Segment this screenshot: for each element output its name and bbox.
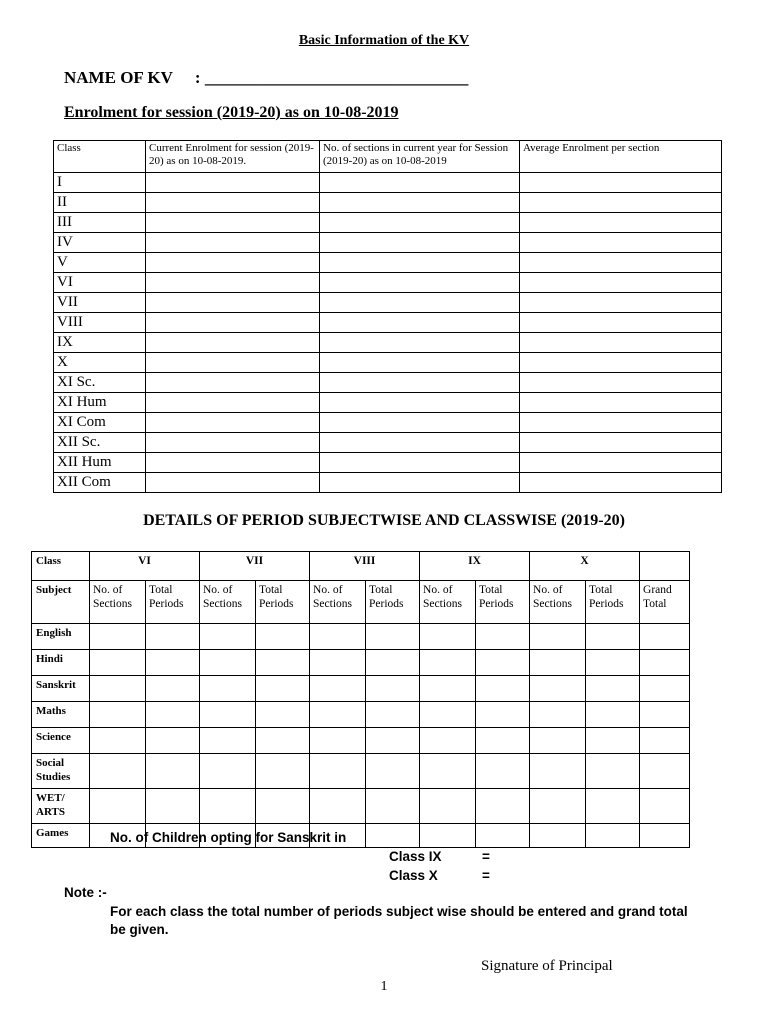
period-entry-cell[interactable] — [420, 728, 476, 754]
enrolment-table — [53, 140, 722, 493]
period-entry-cell[interactable] — [310, 754, 366, 789]
enrolment-row — [54, 433, 722, 453]
enrolment-header-sections: No. of sections in current year for Session (2019-20) as on 10-08-2019 — [320, 141, 520, 173]
period-entry-cell[interactable] — [476, 702, 530, 728]
note-label: Note :- — [64, 885, 107, 900]
col-sections-viii: No. of Sections — [310, 581, 366, 624]
period-entry-cell[interactable] — [90, 789, 146, 824]
period-entry-cell[interactable] — [146, 650, 200, 676]
enrolment-row — [54, 253, 722, 273]
enrolment-current-cell[interactable] — [146, 273, 320, 293]
period-entry-cell[interactable] — [146, 624, 200, 650]
period-entry-cell[interactable] — [256, 728, 310, 754]
period-subject-row — [32, 754, 690, 789]
period-entry-cell[interactable] — [530, 702, 586, 728]
period-entry-cell[interactable] — [530, 789, 586, 824]
name-of-kv-label: NAME OF KV — [64, 68, 173, 87]
enrolment-header-current: Current Enrolment for session (2019-20) as on 10-08-2019. — [146, 141, 320, 173]
enrolment-sections-cell[interactable] — [320, 293, 520, 313]
enrolment-average-cell[interactable] — [520, 473, 722, 493]
enrolment-class-cell: I — [54, 173, 146, 193]
document-title: Basic Information of the KV — [298, 33, 470, 48]
enrolment-sections-cell[interactable] — [320, 253, 520, 273]
name-of-kv-separator: : — [194, 68, 201, 87]
period-subject-row — [32, 624, 690, 650]
enrolment-row — [54, 393, 722, 413]
period-entry-cell[interactable] — [310, 789, 366, 824]
enrolment-row — [54, 213, 722, 233]
period-entry-cell[interactable] — [90, 676, 146, 702]
period-entry-cell[interactable] — [420, 702, 476, 728]
enrolment-sections-cell[interactable] — [320, 393, 520, 413]
name-of-kv-blank[interactable]: _______________________________ — [204, 68, 469, 87]
enrolment-current-cell[interactable] — [146, 173, 320, 193]
period-entry-cell[interactable] — [586, 754, 640, 789]
period-entry-cell[interactable] — [256, 676, 310, 702]
period-entry-cell[interactable] — [200, 728, 256, 754]
enrolment-class-cell: XI Sc. — [54, 373, 146, 393]
enrolment-row — [54, 473, 722, 493]
period-entry-cell[interactable] — [586, 650, 640, 676]
col-sections-vi: No. of Sections — [90, 581, 146, 624]
enrolment-class-cell: VI — [54, 273, 146, 293]
enrolment-average-cell[interactable] — [520, 413, 722, 433]
enrolment-class-cell: XII Com — [54, 473, 146, 493]
enrolment-average-cell[interactable] — [520, 233, 722, 253]
enrolment-current-cell[interactable] — [146, 293, 320, 313]
enrolment-sections-cell[interactable] — [320, 273, 520, 293]
enrolment-average-cell[interactable] — [520, 433, 722, 453]
period-entry-cell[interactable] — [640, 650, 690, 676]
enrolment-sections-cell[interactable] — [320, 433, 520, 453]
enrolment-header-class: Class — [54, 141, 146, 173]
period-entry-cell[interactable] — [200, 624, 256, 650]
period-entry-cell[interactable] — [530, 728, 586, 754]
period-entry-cell[interactable] — [90, 702, 146, 728]
period-entry-cell[interactable] — [420, 650, 476, 676]
period-entry-cell[interactable] — [366, 702, 420, 728]
period-subject-cell: English — [32, 624, 90, 650]
period-entry-cell[interactable] — [256, 702, 310, 728]
enrolment-sections-cell[interactable] — [320, 473, 520, 493]
period-entry-cell[interactable] — [366, 824, 420, 848]
col-periods-ix: Total Periods — [476, 581, 530, 624]
period-subject-cell: Maths — [32, 702, 90, 728]
period-entry-cell[interactable] — [146, 676, 200, 702]
period-subject-row — [32, 650, 690, 676]
enrolment-average-cell[interactable] — [520, 213, 722, 233]
period-entry-cell[interactable] — [256, 754, 310, 789]
col-sections-x: No. of Sections — [530, 581, 586, 624]
enrolment-current-cell[interactable] — [146, 373, 320, 393]
enrolment-row — [54, 373, 722, 393]
period-subject-row — [32, 789, 690, 824]
enrolment-row — [54, 453, 722, 473]
period-entry-cell[interactable] — [530, 676, 586, 702]
period-subject-cell: Games — [32, 824, 90, 848]
col-sections-vii: No. of Sections — [200, 581, 256, 624]
period-entry-cell[interactable] — [586, 824, 640, 848]
enrolment-sections-cell[interactable] — [320, 413, 520, 433]
enrolment-class-cell: X — [54, 353, 146, 373]
page-number: 1 — [380, 979, 388, 994]
enrolment-row — [54, 273, 722, 293]
period-entry-cell[interactable] — [640, 702, 690, 728]
period-entry-cell[interactable] — [146, 702, 200, 728]
period-table — [31, 551, 690, 848]
period-entry-cell[interactable] — [530, 754, 586, 789]
col-periods-vi: Total Periods — [146, 581, 200, 624]
enrolment-row — [54, 233, 722, 253]
enrolment-sections-cell[interactable] — [320, 373, 520, 393]
enrolment-sections-cell[interactable] — [320, 333, 520, 353]
period-entry-cell[interactable] — [476, 789, 530, 824]
enrolment-average-cell[interactable] — [520, 313, 722, 333]
period-entry-cell[interactable] — [420, 789, 476, 824]
enrolment-heading: Enrolment for session (2019-20) as on 10-08-2019 — [64, 104, 399, 121]
enrolment-current-cell[interactable] — [146, 253, 320, 273]
period-entry-cell[interactable] — [586, 728, 640, 754]
period-entry-cell[interactable] — [476, 728, 530, 754]
period-entry-cell[interactable] — [476, 824, 530, 848]
enrolment-class-cell: XII Sc. — [54, 433, 146, 453]
enrolment-class-cell: XII Hum — [54, 453, 146, 473]
col-periods-vii: Total Periods — [256, 581, 310, 624]
period-entry-cell[interactable] — [256, 789, 310, 824]
enrolment-row — [54, 353, 722, 373]
period-entry-cell[interactable] — [146, 728, 200, 754]
enrolment-class-cell: V — [54, 253, 146, 273]
enrolment-average-cell[interactable] — [520, 293, 722, 313]
period-class-viii: VIII — [310, 552, 420, 581]
period-entry-cell[interactable] — [530, 650, 586, 676]
period-class-vii: VII — [200, 552, 310, 581]
sanskrit-line: No. of Children opting for Sanskrit in — [110, 830, 347, 845]
period-entry-cell[interactable] — [366, 754, 420, 789]
period-entry-cell[interactable] — [586, 624, 640, 650]
period-entry-cell[interactable] — [256, 624, 310, 650]
period-entry-cell[interactable] — [366, 789, 420, 824]
period-entry-cell[interactable] — [200, 754, 256, 789]
col-periods-viii: Total Periods — [366, 581, 420, 624]
enrolment-row — [54, 313, 722, 333]
enrolment-row — [54, 413, 722, 433]
sanskrit-class-x-equals: = — [482, 868, 490, 883]
period-subject-cell: WET/ ARTS — [32, 789, 90, 824]
period-entry-cell[interactable] — [310, 676, 366, 702]
enrolment-class-cell: IV — [54, 233, 146, 253]
period-entry-cell[interactable] — [640, 728, 690, 754]
period-entry-cell[interactable] — [310, 624, 366, 650]
enrolment-sections-cell[interactable] — [320, 453, 520, 473]
sanskrit-class-ix-equals: = — [482, 849, 490, 864]
enrolment-class-cell: XI Hum — [54, 393, 146, 413]
enrolment-current-cell[interactable] — [146, 393, 320, 413]
enrolment-average-cell[interactable] — [520, 193, 722, 213]
period-entry-cell[interactable] — [310, 650, 366, 676]
sanskrit-class-ix-label: Class IX — [389, 849, 442, 864]
enrolment-average-cell[interactable] — [520, 173, 722, 193]
period-subject-row — [32, 676, 690, 702]
period-entry-cell[interactable] — [420, 754, 476, 789]
period-entry-cell[interactable] — [640, 754, 690, 789]
period-subject-label: Subject — [32, 581, 90, 624]
period-class-label: Class — [32, 552, 90, 581]
period-entry-cell[interactable] — [146, 789, 200, 824]
period-class-blank — [640, 552, 690, 581]
note-text: For each class the total number of periods subject wise should be entered and grand total be given. — [110, 904, 688, 937]
enrolment-average-cell[interactable] — [520, 453, 722, 473]
period-class-x: X — [530, 552, 640, 581]
enrolment-row — [54, 173, 722, 193]
enrolment-class-cell: IX — [54, 333, 146, 353]
period-class-vi: VI — [90, 552, 200, 581]
enrolment-header-average: Average Enrolment per section — [520, 141, 722, 173]
period-entry-cell[interactable] — [146, 754, 200, 789]
enrolment-current-cell[interactable] — [146, 433, 320, 453]
period-entry-cell[interactable] — [200, 702, 256, 728]
period-entry-cell[interactable] — [640, 824, 690, 848]
enrolment-class-cell: III — [54, 213, 146, 233]
col-periods-x: Total Periods — [586, 581, 640, 624]
enrolment-sections-cell[interactable] — [320, 173, 520, 193]
period-entry-cell[interactable] — [366, 728, 420, 754]
enrolment-row — [54, 293, 722, 313]
period-entry-cell[interactable] — [200, 650, 256, 676]
enrolment-current-cell[interactable] — [146, 213, 320, 233]
name-of-kv-row — [64, 68, 468, 88]
enrolment-current-cell[interactable] — [146, 313, 320, 333]
enrolment-average-cell[interactable] — [520, 353, 722, 373]
period-class-ix: IX — [420, 552, 530, 581]
period-entry-cell[interactable] — [476, 624, 530, 650]
enrolment-current-cell[interactable] — [146, 473, 320, 493]
period-entry-cell[interactable] — [420, 824, 476, 848]
period-entry-cell[interactable] — [366, 676, 420, 702]
period-entry-cell[interactable] — [310, 728, 366, 754]
period-subject-row — [32, 728, 690, 754]
sanskrit-class-x-label: Class X — [389, 868, 438, 883]
period-entry-cell[interactable] — [90, 624, 146, 650]
enrolment-sections-cell[interactable] — [320, 213, 520, 233]
period-entry-cell[interactable] — [200, 789, 256, 824]
period-subject-cell: Science — [32, 728, 90, 754]
period-subject-row — [32, 702, 690, 728]
period-heading: DETAILS OF PERIOD SUBJECTWISE AND CLASSWISE (2019-20) — [143, 512, 625, 529]
period-entry-cell[interactable] — [90, 754, 146, 789]
enrolment-current-cell[interactable] — [146, 453, 320, 473]
period-entry-cell[interactable] — [420, 624, 476, 650]
period-entry-cell[interactable] — [256, 650, 310, 676]
enrolment-sections-cell[interactable] — [320, 233, 520, 253]
period-subheader-row — [32, 581, 690, 624]
period-entry-cell[interactable] — [586, 789, 640, 824]
enrolment-class-cell: II — [54, 193, 146, 213]
period-entry-cell[interactable] — [530, 824, 586, 848]
period-entry-cell[interactable] — [366, 624, 420, 650]
enrolment-current-cell[interactable] — [146, 353, 320, 373]
period-entry-cell[interactable] — [90, 728, 146, 754]
enrolment-average-cell[interactable] — [520, 393, 722, 413]
enrolment-class-cell: XI Com — [54, 413, 146, 433]
enrolment-current-cell[interactable] — [146, 233, 320, 253]
enrolment-class-cell: VIII — [54, 313, 146, 333]
enrolment-row — [54, 333, 722, 353]
enrolment-average-cell[interactable] — [520, 333, 722, 353]
period-entry-cell[interactable] — [586, 702, 640, 728]
period-entry-cell[interactable] — [640, 789, 690, 824]
enrolment-average-cell[interactable] — [520, 373, 722, 393]
enrolment-average-cell[interactable] — [520, 253, 722, 273]
period-subject-cell: Hindi — [32, 650, 90, 676]
enrolment-current-cell[interactable] — [146, 333, 320, 353]
period-entry-cell[interactable] — [640, 624, 690, 650]
enrolment-row — [54, 193, 722, 213]
enrolment-header-row — [54, 141, 722, 173]
enrolment-average-cell[interactable] — [520, 273, 722, 293]
period-entry-cell[interactable] — [310, 702, 366, 728]
period-entry-cell[interactable] — [90, 650, 146, 676]
period-subject-cell: Social Studies — [32, 754, 90, 789]
period-entry-cell[interactable] — [420, 676, 476, 702]
period-class-row — [32, 552, 690, 581]
enrolment-sections-cell[interactable] — [320, 353, 520, 373]
period-entry-cell[interactable] — [476, 676, 530, 702]
enrolment-sections-cell[interactable] — [320, 193, 520, 213]
enrolment-sections-cell[interactable] — [320, 313, 520, 333]
period-entry-cell[interactable] — [200, 676, 256, 702]
period-subject-cell: Sanskrit — [32, 676, 90, 702]
period-entry-cell[interactable] — [640, 676, 690, 702]
enrolment-current-cell[interactable] — [146, 413, 320, 433]
period-entry-cell[interactable] — [586, 676, 640, 702]
period-entry-cell[interactable] — [530, 624, 586, 650]
period-entry-cell[interactable] — [476, 754, 530, 789]
signature-of-principal: Signature of Principal — [481, 958, 613, 974]
col-grand-total: Grand Total — [640, 581, 690, 624]
enrolment-class-cell: VII — [54, 293, 146, 313]
period-entry-cell[interactable] — [366, 650, 420, 676]
col-sections-ix: No. of Sections — [420, 581, 476, 624]
period-entry-cell[interactable] — [476, 650, 530, 676]
enrolment-current-cell[interactable] — [146, 193, 320, 213]
